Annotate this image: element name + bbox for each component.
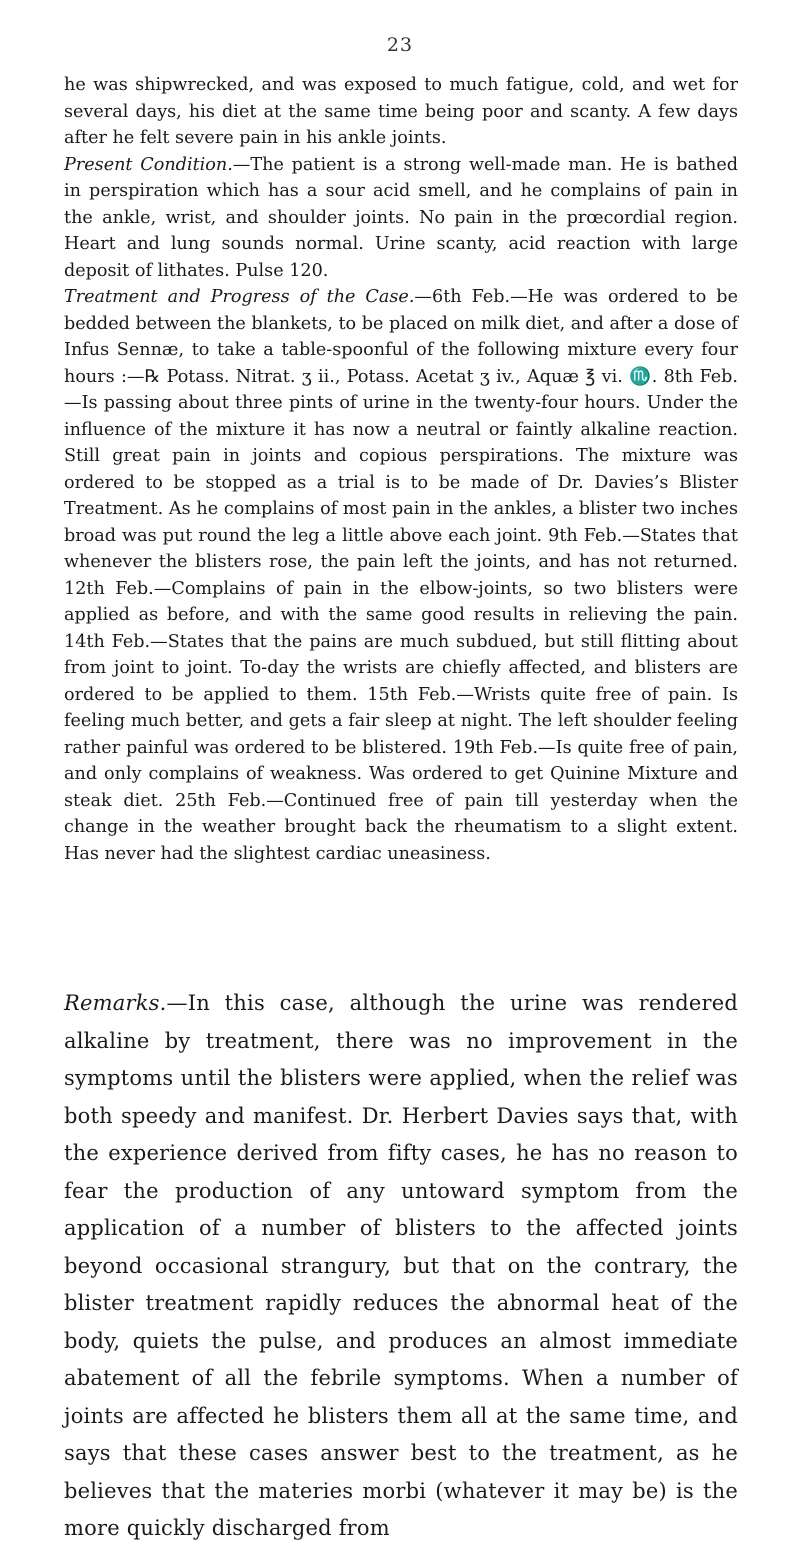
remarks-text: —In this case, although the urine was rendered alkaline by treatment, there was no improvement in the symptoms until the blisters were applied, when the relief was both speedy and manifest. Dr. Herbert Davies says that, with the experience derived from fifty cases, he has no reason to fear the production of any untoward symptom from the application of a number of blisters to the affected joints beyond occasional strangury, but that on the contrary, the blister treatment rapidly reduces the abnormal heat of the body, quiets the pulse, and produces an almost immediate abatement of all the febrile symptoms. When a number of joints are affected he blisters them all at the same time, and says that these cases answer best to the treatment, as he believes that the materies morbi (whatever it may be) is the more quickly discharged from: [64, 991, 738, 1540]
present-condition-text: —The patient is a strong well-made man. He is bathed in perspiration which has a sour acid smell, and he complains of pain in the ankle, wrist, and shoulder joints. No pain in the prœcordial region. Heart and lung sounds normal. Urine scanty, acid reaction with large deposit of lithates. Pulse 120.: [64, 154, 738, 281]
history-text: he was shipwrecked, and was exposed to much fatigue, cold, and wet for several days, his diet at the same time being poor and scanty. A few days after he felt severe pain in his ankle joints.: [64, 75, 738, 148]
treatment-paragraph: [64, 284, 738, 867]
present-condition-heading: Present Condition.: [64, 154, 233, 175]
present-condition-paragraph: [64, 152, 738, 285]
treatment-text: —6th Feb.—He was ordered to be bedded between the blankets, to be placed on milk diet, and after a dose of Infus Sennæ, to take a table-spoonful of the following mixture every four hours :—℞ Potass. Nitrat. ʒ ii., Potass. Acetat ʒ iv., Aquæ ℥ vi. ♏. 8th Feb.—Is passing about three pints of urine in the twenty-four hours. Under the influence of the mixture it has now a neutral or faintly alkaline reaction. Still great pain in joints and copious perspirations. The mixture was ordered to be stopped as a trial is to be made of Dr. Davies’s Blister Treatment. As he complains of most pain in the ankles, a blister two inches broad was put round the leg a little above each joint. 9th Feb.—States that whenever the blisters rose, the pain left the joints, and has not returned. 12th Feb.—Complains of pain in the elbow-joints, so two blisters were applied as before, and with the same good results in relieving the pain. 14th Feb.—States that the pains are much subdued, but still flitting about from joint to joint. To-day the wrists are chiefly affected, and blisters are ordered to be applied to them. 15th Feb.—Wrists quite free of pain. Is feeling much better, and gets a fair sleep at night. The left shoulder feeling rather painful was ordered to be blistered. 19th Feb.—Is quite free of pain, and only complains of weakness. Was ordered to get Quinine Mixture and steak diet. 25th Feb.—Continued free of pain till yesterday when the change in the weather brought back the rheumatism to a slight extent. Has never had the slightest cardiac uneasiness.: [64, 287, 739, 864]
page-number: 23: [386, 34, 414, 56]
history-paragraph: [64, 72, 738, 152]
treatment-heading: Treatment and Progress of the Case.: [64, 287, 415, 307]
remarks-section: [64, 985, 738, 1548]
remarks-heading: Remarks.: [64, 991, 167, 1015]
remarks-paragraph: [64, 985, 738, 1548]
case-body: [64, 72, 738, 867]
